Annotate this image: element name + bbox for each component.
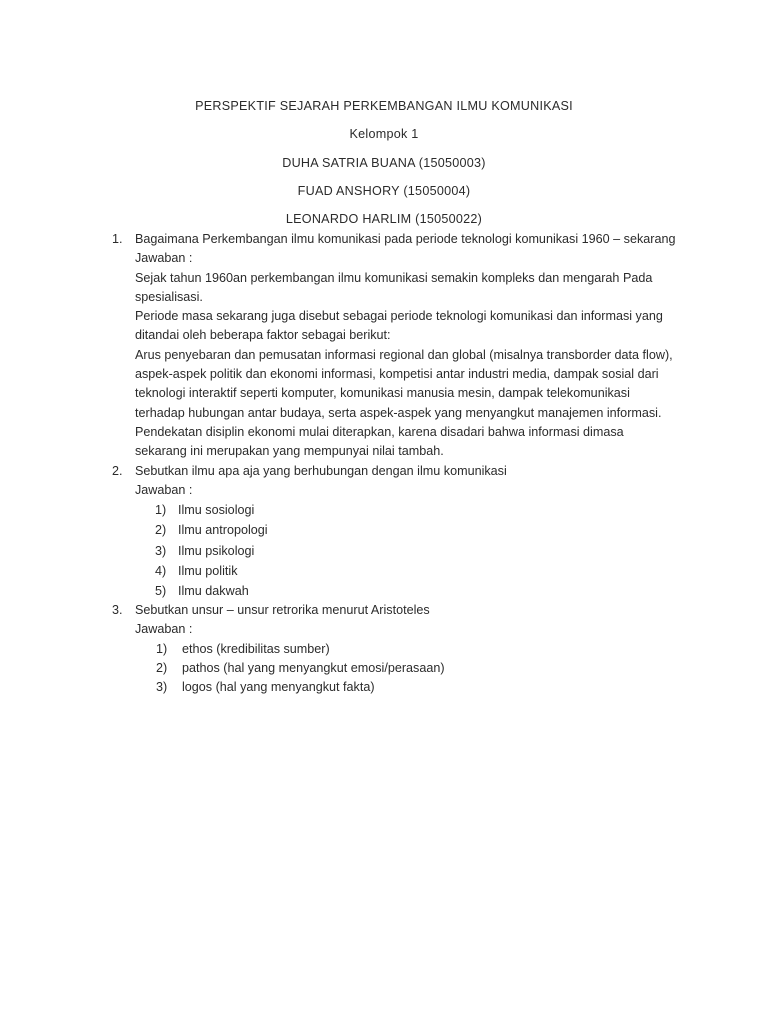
group-label: Kelompok 1 [349, 127, 419, 142]
question-number-3: 3. [112, 603, 123, 618]
list-item [155, 500, 678, 520]
list-item-label: Ilmu dakwah [178, 583, 249, 598]
list-item-marker: 1) [155, 503, 167, 518]
answer-paragraph-1-1: Sejak tahun 1960an perkembangan ilmu komunikasi semakin kompleks dan mengarah Pada spesialisasi. [135, 270, 653, 304]
question-block-3 [112, 601, 678, 697]
question-block-2 [112, 462, 678, 602]
list-item [155, 561, 678, 581]
list-item [155, 520, 678, 540]
document-header [0, 92, 768, 233]
list-item-marker: 3) [156, 680, 168, 695]
list-item-label: logos (hal yang menyangkut fakta) [182, 680, 375, 695]
list-item-label: Ilmu sosiologi [178, 503, 255, 518]
question-text-2: Sebutkan ilmu apa aja yang berhubungan dengan ilmu komunikasi [135, 463, 507, 478]
answer-label-2: Jawaban : [135, 482, 193, 497]
list-item-marker: 2) [156, 661, 168, 676]
author-name-1: DUHA SATRIA BUANA (15050003) [282, 155, 486, 170]
list-item-marker: 5) [155, 583, 167, 598]
author-name-3: LEONARDO HARLIM (15050022) [285, 212, 483, 227]
list-item-marker: 2) [155, 523, 167, 538]
list-item-marker: 3) [155, 543, 167, 558]
list-item [156, 659, 678, 678]
list-item [156, 678, 678, 697]
answer-list-2 [155, 500, 678, 601]
list-item-label: ethos (kredibilitas sumber) [182, 641, 330, 656]
list-item-marker: 1) [156, 641, 168, 656]
author-name-2: FUAD ANSHORY (15050004) [297, 183, 471, 198]
list-item [155, 541, 678, 561]
document-title: PERSPEKTIF SEJARAH PERKEMBANGAN ILMU KOMUNIKASI [195, 99, 573, 113]
list-item-label: Ilmu psikologi [178, 543, 255, 558]
list-item-label: Ilmu antropologi [178, 523, 268, 538]
list-item-label: Ilmu politik [178, 563, 238, 578]
answer-label-1: Jawaban : [135, 251, 193, 266]
list-item-label: pathos (hal yang menyangkut emosi/perasaan) [182, 661, 445, 676]
answer-paragraph-1-3: Arus penyebaran dan pemusatan informasi regional dan global (misalnya transborder data flow), aspek-aspek politik dan ekonomi informasi, kompetisi antar industri media, dampak sosial dari teknologi interaktif seperti komputer, komunikasi manusia mesin, dampak telekomunikasi terhadap hubungan antar budaya, serta aspek-aspek yang menyangkut manajemen informasi. Pendekatan disiplin ekonomi mulai diterapkan, karena disadari bahwa informasi dimasa sekarang ini merupakan yang mempunyai nilai tambah. [135, 347, 673, 459]
answer-list-3 [156, 640, 678, 698]
list-item [155, 581, 678, 601]
answer-paragraph-1-2: Periode masa sekarang juga disebut sebagai periode teknologi komunikasi dan informasi yang ditandai oleh beberapa faktor sebagai berikut: [135, 309, 663, 343]
question-block-1 [112, 230, 678, 462]
question-text-1: Bagaimana Perkembangan ilmu komunikasi pada periode teknologi komunikasi 1960 – sekarang [135, 232, 676, 246]
list-item-marker: 4) [155, 563, 167, 578]
document-body [112, 230, 678, 698]
question-number-2: 2. [112, 463, 123, 478]
question-text-3: Sebutkan unsur – unsur retrorika menurut Aristoteles [135, 603, 430, 618]
question-number-1: 1. [112, 232, 123, 246]
answer-label-3: Jawaban : [135, 622, 193, 637]
list-item [156, 640, 678, 659]
